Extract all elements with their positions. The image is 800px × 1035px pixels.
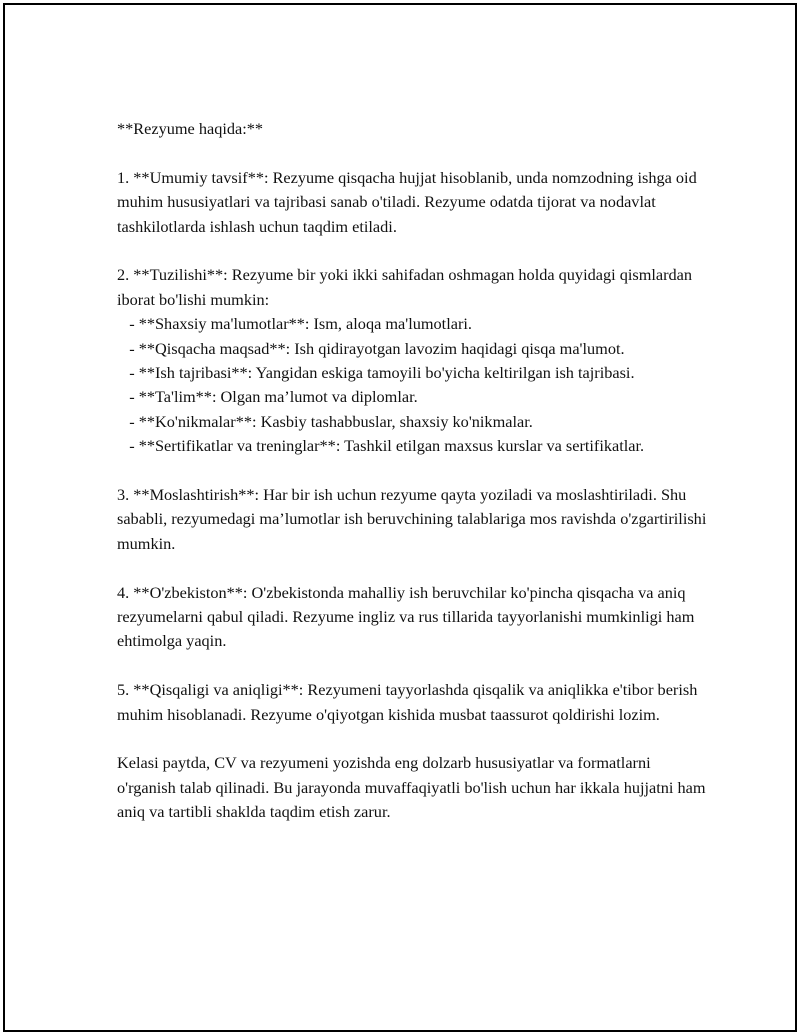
structure-bullet-work-experience: - **Ish tajribasi**: Yangidan eskiga tamoyili bo'yicha keltirilgan ish tajribasi. [129,363,635,383]
section-brevity-clarity: 5. **Qisqaligi va aniqligi**: Rezyumeni tayyorlashda qisqalik va aniqlikka e'tibor berish muhim hisoblanadi. Rezyume o'qiyotgan kishida musbat taassurot qoldirishi lozim. [117,680,698,724]
section-customization: 3. **Moslashtirish**: Har bir ish uchun rezyume qayta yoziladi va moslashtiriladi. Shu sababli, rezyumedagi ma’lumotlar ish beruvchining talablariga mos ravishda o'zgartirilishi mumkin. [117,485,707,553]
structure-bullet-objective: - **Qisqacha maqsad**: Ish qidirayotgan lavozim haqidagi qisqa ma'lumot. [129,338,625,358]
structure-bullet-skills: - **Ko'nikmalar**: Kasbiy tashabbuslar, shaxsiy ko'nikmalar. [129,411,533,431]
structure-bullet-education: - **Ta'lim**: Olgan ma’lumot va diplomlar. [129,387,418,407]
document-heading: **Rezyume haqida:** [117,119,264,138]
section-general-description: 1. **Umumiy tavsif**: Rezyume qisqacha hujjat hisoblanib, unda nomzodning ishga oid muhim hususiyatlari va tajribasi sanab o'tiladi. Rezyume odatda tijorat va nodavlat tashkilotlarda ishlash uchun taqdim etiladi. [117,167,697,236]
document-body [117,117,707,825]
closing-paragraph: Kelasi paytda, CV va rezyumeni yozishda eng dolzarb hususiyatlar va formatlarni o'rganish talab qilinadi. Bu jarayonda muvaffaqiyatli bo'lish uchun har ikkala hujjatni ham aniq va tartibli shaklda taqdim etish zarur. [117,753,706,822]
section-uzbekistan: 4. **O'zbekiston**: O'zbekistonda mahalliy ish beruvchilar ko'pincha qisqacha va aniq rezyumelarni qabul qiladi. Rezyume ingliz va rus tillarida tayyorlanishi mumkinligi ham ehtimolga yaqin. [117,582,695,651]
section-structure: 2. **Tuzilishi**: Rezyume bir yoki ikki sahifadan oshmagan holda quyidagi qismlardan iborat bo'lishi mumkin: [117,265,693,309]
structure-bullet-personal-info: - **Shaxsiy ma'lumotlar**: Ism, aloqa ma'lumotlari. [129,314,472,334]
structure-bullet-certificates: - **Sertifikatlar va treninglar**: Tashkil etilgan maxsus kurslar va sertifikatlar. [129,436,645,456]
